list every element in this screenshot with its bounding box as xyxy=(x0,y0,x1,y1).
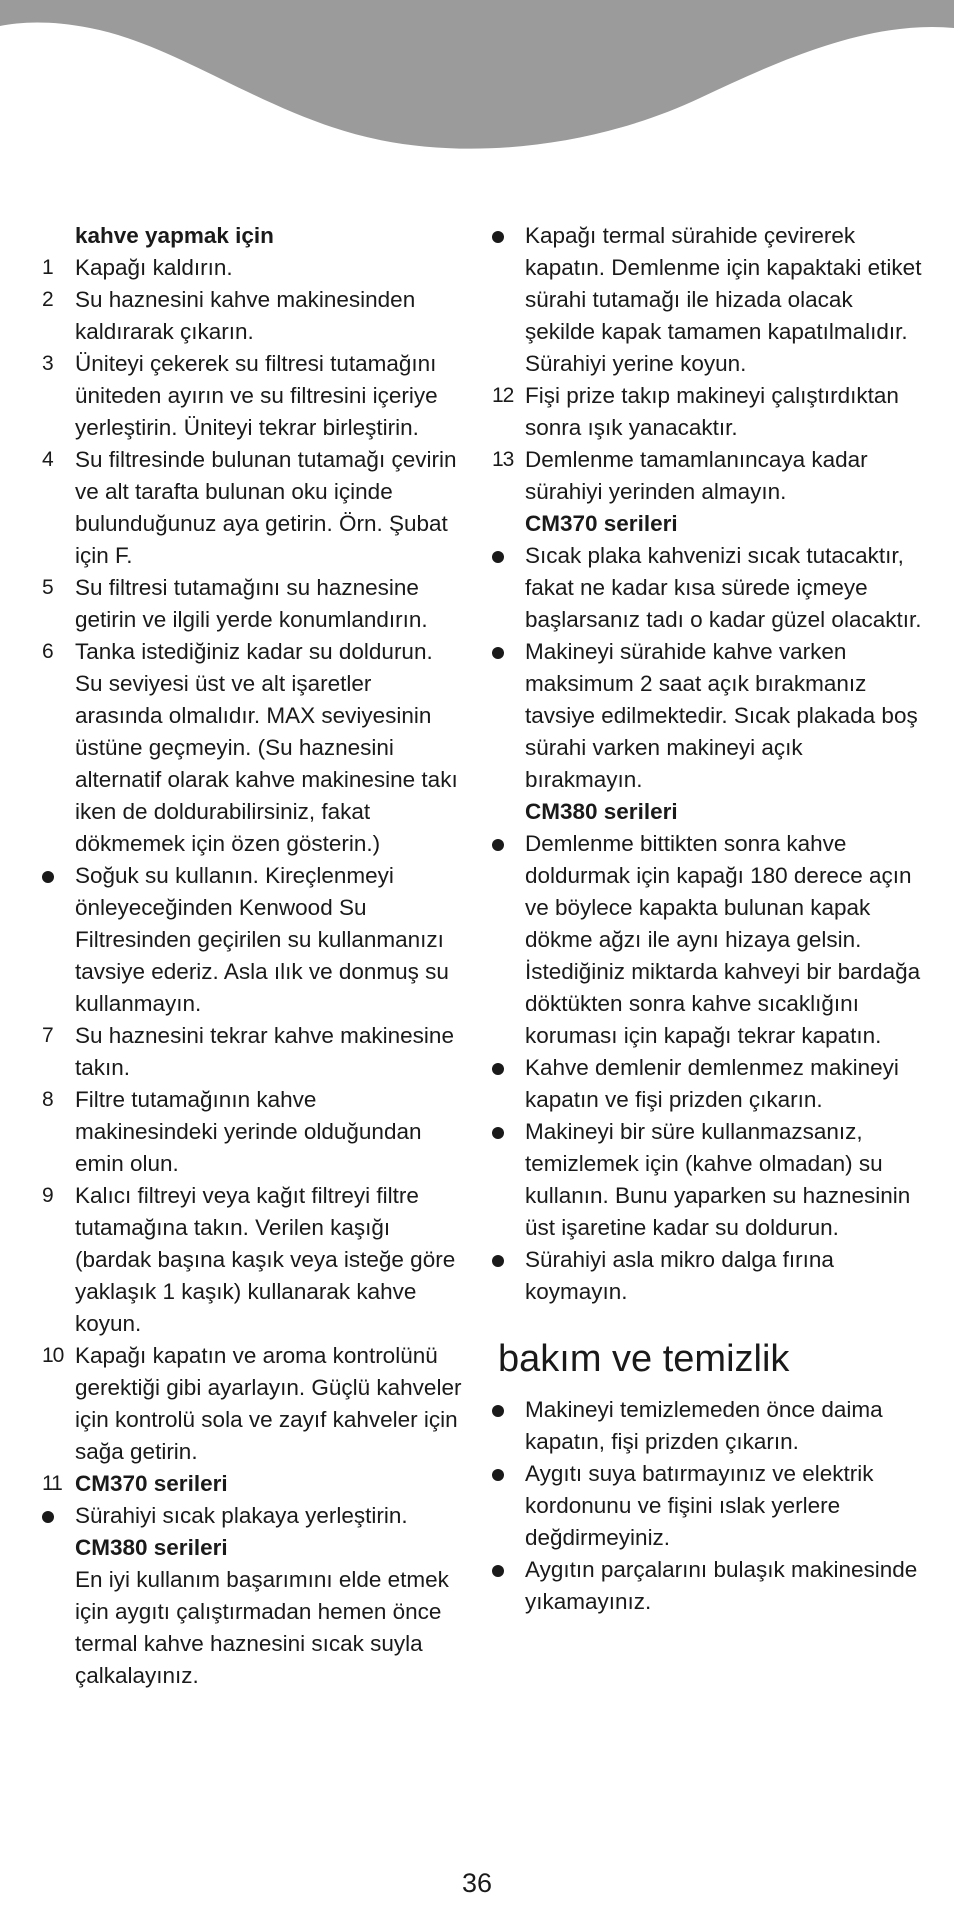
bullet-text: Makineyi sürahide kahve varken maksimum 2 saat açık bırakmanız tavsiye edilmektedir. Sıcak plakada boş sürahi varken makineyi açık bırakmayın. xyxy=(525,639,918,792)
bullet-icon xyxy=(492,1405,504,1417)
step-11 xyxy=(42,1468,462,1500)
bullet-item xyxy=(492,636,922,796)
step-4 xyxy=(42,444,462,572)
step-6 xyxy=(42,636,462,860)
step-number: 7 xyxy=(42,1024,53,1047)
step-text: Kapağı kaldırın. xyxy=(75,255,233,280)
series-heading-cm370: CM370 serileri xyxy=(75,1471,228,1496)
step-13 xyxy=(492,444,922,508)
bullet-text: Sürahiyi sıcak plakaya yerleştirin. xyxy=(75,1503,408,1528)
step-text: Kapağı kapatın ve aroma kontrolünü gerektiği gibi ayarlayın. Güçlü kahveler için kontrolü sola ve zayıf kahveler için sağa getirin. xyxy=(75,1343,462,1464)
step-2 xyxy=(42,284,462,348)
step-number: 2 xyxy=(42,288,53,311)
step-number: 10 xyxy=(42,1344,64,1367)
bullet-icon xyxy=(42,1511,54,1523)
decorative-wave-header xyxy=(0,0,954,160)
step-7 xyxy=(42,1020,462,1084)
step-text: Kalıcı filtreyi veya kağıt filtreyi filtre tutamağına takın. Verilen kaşığı (bardak başına kaşık veya isteğe göre yaklaşık 1 kaşık) kullanarak kahve koyun. xyxy=(75,1183,456,1336)
bullet-item xyxy=(492,1458,922,1554)
bullet-item xyxy=(492,1394,922,1458)
step-number: 4 xyxy=(42,448,53,471)
step-5 xyxy=(42,572,462,636)
bullet-item xyxy=(42,860,462,1020)
step-text: Tanka istediğiniz kadar su doldurun. Su seviyesi üst ve alt işaretler arasında olmalıdır. MAX seviyesinin üstüne geçmeyin. (Su haznesini alternatif olarak kahve makinesine takı iken de doldurabilirsiniz, fakat dökmemek için özen gösterin.) xyxy=(75,639,458,856)
series-heading-cm380: CM380 serileri xyxy=(75,1535,228,1560)
page-number: 36 xyxy=(461,1868,493,1898)
step-3 xyxy=(42,348,462,444)
series-heading-cm380: CM380 serileri xyxy=(525,799,678,824)
step-number: 12 xyxy=(492,384,514,407)
step-text: Su filtresi tutamağını su haznesine getirin ve ilgili yerde konumlandırın. xyxy=(75,575,428,632)
step-1 xyxy=(42,252,462,284)
bullet-item xyxy=(492,1052,922,1116)
bullet-icon xyxy=(492,1127,504,1139)
bullet-item xyxy=(492,1244,922,1308)
bullet-item xyxy=(492,1554,922,1618)
step-number: 1 xyxy=(42,256,53,279)
step-number: 6 xyxy=(42,640,53,663)
step-number: 8 xyxy=(42,1088,53,1111)
step-text: Fişi prize takıp makineyi çalıştırdıktan sonra ışık yanacaktır. xyxy=(525,383,899,440)
bullet-text: Kahve demlenir demlenmez makineyi kapatın ve fişi prizden çıkarın. xyxy=(525,1055,899,1112)
series-heading-cm370: CM370 serileri xyxy=(525,511,678,536)
step-8 xyxy=(42,1084,462,1180)
step-text: Demlenme tamamlanıncaya kadar sürahiyi yerinden almayın. xyxy=(525,447,868,504)
bullet-icon xyxy=(492,1469,504,1481)
bullet-icon xyxy=(492,647,504,659)
bullet-text: Makineyi bir süre kullanmazsanız, temizlemek için (kahve olmadan) su kullanın. Bunu yaparken su haznesinin üst işaretine kadar su doldurun. xyxy=(525,1119,911,1240)
bullet-item xyxy=(492,828,922,1052)
step-number: 11 xyxy=(42,1472,62,1495)
bullet-icon xyxy=(492,551,504,563)
step-number: 13 xyxy=(492,448,514,471)
bullet-text: Soğuk su kullanın. Kireçlenmeyi önleyeceğinden Kenwood Su Filtresinden geçirilen su kullanmanızı tavsiye ederiz. Asla ılık ve donmuş su kullanmayın. xyxy=(75,863,449,1016)
right-column xyxy=(492,220,922,1618)
step-10 xyxy=(42,1340,462,1468)
bullet-icon xyxy=(492,1565,504,1577)
bullet-item xyxy=(492,540,922,636)
step-text: Su haznesini tekrar kahve makinesine takın. xyxy=(75,1023,454,1080)
step-number: 5 xyxy=(42,576,53,599)
step-text: Su filtresinde bulunan tutamağı çevirin ve alt tarafta bulunan oku içinde bulunduğunuz aya getirin. Örn. Şubat için F. xyxy=(75,447,457,568)
bullet-item xyxy=(492,1116,922,1244)
step-number: 9 xyxy=(42,1184,53,1207)
bullet-text: Kapağı termal sürahide çevirerek kapatın. Demlenme için kapaktaki etiket sürahi tutamağı ile hizada olacak şekilde kapak tamamen kapatılmalıdır. Sürahiyi yerine koyun. xyxy=(525,223,922,376)
section-title-bakim-ve-temizlik: bakım ve temizlik xyxy=(498,1338,790,1380)
bullet-item xyxy=(42,1500,462,1532)
left-column xyxy=(42,220,462,1692)
bullet-icon xyxy=(42,871,54,883)
section-heading-kahve-yapmak: kahve yapmak için xyxy=(75,223,274,248)
bullet-text: Demlenme bittikten sonra kahve doldurmak için kapağı 180 derece açın ve böylece kapakta bulunan kapak dökme ağzı ile aynı hizaya gelsin. İstediğiniz miktarda kahveyi bir bardağa döktükten sonra kahve sıcaklığını koruması için kapağı tekrar kapatın. xyxy=(525,831,921,1048)
bullet-text: Sıcak plaka kahvenizi sıcak tutacaktır, fakat ne kadar kısa sürede içmeye başlarsanız tadı o kadar güzel olacaktır. xyxy=(525,543,922,632)
bullet-icon xyxy=(492,1255,504,1267)
step-number: 3 xyxy=(42,352,53,375)
bullet-text: Makineyi temizlemeden önce daima kapatın, fişi prizden çıkarın. xyxy=(525,1397,883,1454)
bullet-item xyxy=(492,220,922,380)
step-text: Filtre tutamağının kahve makinesindeki yerinde olduğundan emin olun. xyxy=(75,1087,422,1176)
bullet-text: Sürahiyi asla mikro dalga fırına koymayın. xyxy=(525,1247,834,1304)
step-text: Su haznesini kahve makinesinden kaldırarak çıkarın. xyxy=(75,287,416,344)
step-12 xyxy=(492,380,922,444)
step-9 xyxy=(42,1180,462,1340)
cm380-paragraph: En iyi kullanım başarımını elde etmek için aygıtı çalıştırmadan hemen önce termal kahve haznesini sıcak suyla çalkalayınız. xyxy=(75,1567,449,1688)
bullet-icon xyxy=(492,231,504,243)
bullet-icon xyxy=(492,839,504,851)
step-text: Üniteyi çekerek su filtresi tutamağını üniteden ayırın ve su filtresini içeriye yerleştirin. Üniteyi tekrar birleştirin. xyxy=(75,351,438,440)
bullet-icon xyxy=(492,1063,504,1075)
bullet-text: Aygıtın parçalarını bulaşık makinesinde yıkamayınız. xyxy=(525,1557,918,1614)
bullet-text: Aygıtı suya batırmayınız ve elektrik kordonunu ve fişini ıslak yerlere değdirmeyiniz. xyxy=(525,1461,874,1550)
